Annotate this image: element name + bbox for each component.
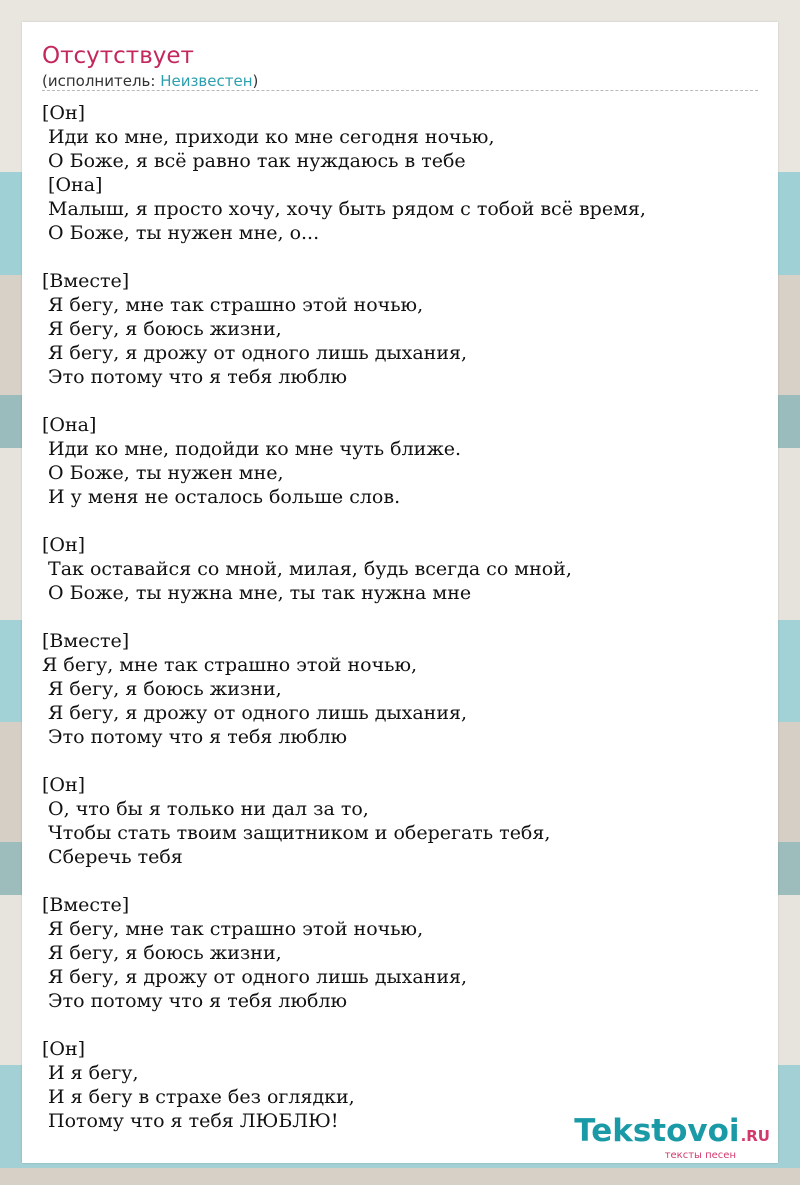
lyrics-line: Я бегу, я боюсь жизни,: [42, 678, 282, 700]
lyrics-line: О, что бы я только ни дал за то,: [42, 798, 369, 820]
lyrics-line: О Боже, ты нужна мне, ты так нужна мне: [42, 582, 472, 604]
lyrics-line: Иди ко мне, приходи ко мне сегодня ночью,: [42, 126, 495, 148]
site-logo[interactable]: [574, 1114, 770, 1161]
lyrics-line: Иди ко мне, подойди ко мне чуть ближе.: [42, 438, 462, 460]
song-title: Отсутствует: [42, 43, 194, 69]
lyrics-line: Я бегу, я боюсь жизни,: [42, 318, 282, 340]
logo-wordmark: [574, 1114, 770, 1153]
lyrics-line: Малыш, я просто хочу, хочу быть рядом с тобой всё время,: [42, 198, 646, 220]
lyrics-line: Я бегу, мне так страшно этой ночью,: [42, 918, 424, 940]
lyrics-line: Я бегу, мне так страшно этой ночью,: [42, 654, 418, 676]
lyrics-line: Я бегу, я дрожу от одного лишь дыхания,: [42, 702, 468, 724]
logo-tagline: тексты песен: [664, 1150, 736, 1161]
lyrics-line: И я бегу в страхе без оглядки,: [42, 1086, 355, 1108]
lyrics-line: О Боже, я всё равно так нуждаюсь в тебе: [42, 150, 466, 172]
artist-link[interactable]: Неизвестен: [160, 72, 253, 90]
lyrics-text: [42, 101, 646, 1133]
lyrics-line: Я бегу, мне так страшно этой ночью,: [42, 294, 424, 316]
lyrics-line: Так оставайся со мной, милая, будь всегда со мной,: [42, 558, 572, 580]
lyrics-line: [Она]: [42, 414, 97, 436]
lyrics-line: [Он]: [42, 774, 86, 796]
lyrics-line: О Боже, ты нужен мне, о...: [42, 222, 320, 244]
lyrics-line: Потому что я тебя ЛЮБЛЮ!: [42, 1110, 339, 1132]
lyrics-line: Сберечь тебя: [42, 846, 183, 868]
lyrics-line: Я бегу, я дрожу от одного лишь дыхания,: [42, 966, 468, 988]
lyrics-line: Это потому что я тебя люблю: [42, 366, 348, 388]
lyrics-card: [22, 22, 778, 1163]
lyrics-line: О Боже, ты нужен мне,: [42, 462, 284, 484]
lyrics-line: [Она]: [42, 174, 103, 196]
lyrics-line: Это потому что я тебя люблю: [42, 990, 348, 1012]
logo-name: Tekstovoi: [574, 1113, 740, 1149]
lyrics-line: Чтобы стать твоим защитником и оберегать тебя,: [42, 822, 551, 844]
lyrics-line: И у меня не осталось больше слов.: [42, 486, 401, 508]
artist-line: [42, 71, 258, 91]
lyrics-line: [Вместе]: [42, 630, 130, 652]
artist-suffix: ): [252, 72, 259, 90]
logo-tld: .RU: [740, 1127, 770, 1145]
title-divider: [42, 90, 758, 91]
lyrics-line: Это потому что я тебя люблю: [42, 726, 348, 748]
lyrics-line: [Вместе]: [42, 270, 130, 292]
lyrics-line: [Вместе]: [42, 894, 130, 916]
lyrics-line: [Он]: [42, 102, 86, 124]
lyrics-line: Я бегу, я боюсь жизни,: [42, 942, 282, 964]
lyrics-line: Я бегу, я дрожу от одного лишь дыхания,: [42, 342, 468, 364]
artist-prefix: (исполнитель:: [42, 72, 161, 90]
lyrics-line: И я бегу,: [42, 1062, 139, 1084]
lyrics-line: [Он]: [42, 1038, 86, 1060]
lyrics-line: [Он]: [42, 534, 86, 556]
